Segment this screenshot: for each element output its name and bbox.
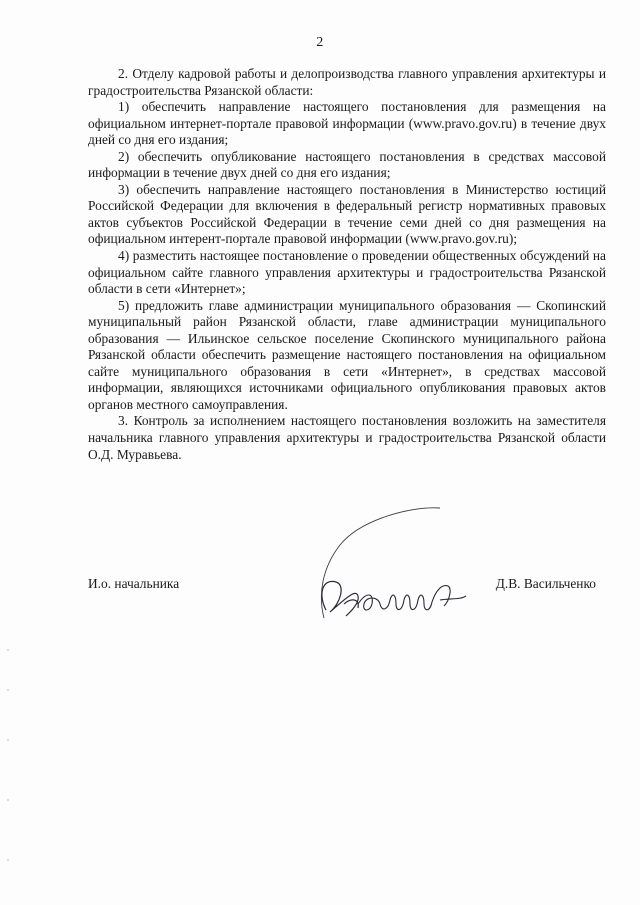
paragraph-subitem-2: 2) обеспечить опубликование настоящего постановления в средствах массовой информации в течение двух дней со дня его издания; <box>88 148 606 181</box>
paragraph-item-2: 2. Отделу кадровой работы и делопроизводства главного управления архитектуры и градостроительства Рязанской области: <box>88 66 606 98</box>
handwritten-signature <box>300 500 480 640</box>
paragraph-subitem-1: 1) обеспечить направление настоящего постановления для размещения на официальном интернет-портале правовой информации (www.pravo.gov.ru) в течение двух дней со дня его издания; <box>88 99 606 148</box>
page-number: 2 <box>316 35 324 50</box>
paragraph-subitem-5: 5) предложить главе администрации муниципального образования — Скопинский муниципальный район Рязанской области, главе администрации муниципального образования — Ильинское сельское поселение Скопинского муниципального района Рязанской области обеспечить размещение настоящего постановления на официальном сайте муниципального образования в сети «Интернет», в средствах массовой информации, являющихся источниками официального опубликования правовых актов органов местного самоуправления. <box>88 297 606 412</box>
signatory-title: И.о. начальника <box>88 576 180 591</box>
paragraph-item-3: 3. Контроль за исполнением настоящего постановления возложить на заместителя начальника главного управления архитектуры и градостроительства Рязанской области О.Д. Муравьева. <box>88 413 606 462</box>
signatory-name: Д.В. Васильченко <box>495 576 596 591</box>
signature-block <box>88 576 606 596</box>
paragraph-subitem-3: 3) обеспечить направление настоящего постановления в Министерство юстиций Российской Федерации для включения в федеральный регистр нормативных правовых актов субъектов Российской Федерации в течение семи дней со дня размещения на официальном интерент-портале правовой информации (www.pravo.gov.ru); <box>88 181 606 247</box>
document-body <box>88 66 606 463</box>
paragraph-subitem-4: 4) разместить настоящее постановление о проведении общественных обсуждений на официальном сайте главного управления архитектуры и градостроительства Рязанской области в сети «Интернет»; <box>88 248 606 297</box>
scan-margin-marks <box>6 630 10 890</box>
